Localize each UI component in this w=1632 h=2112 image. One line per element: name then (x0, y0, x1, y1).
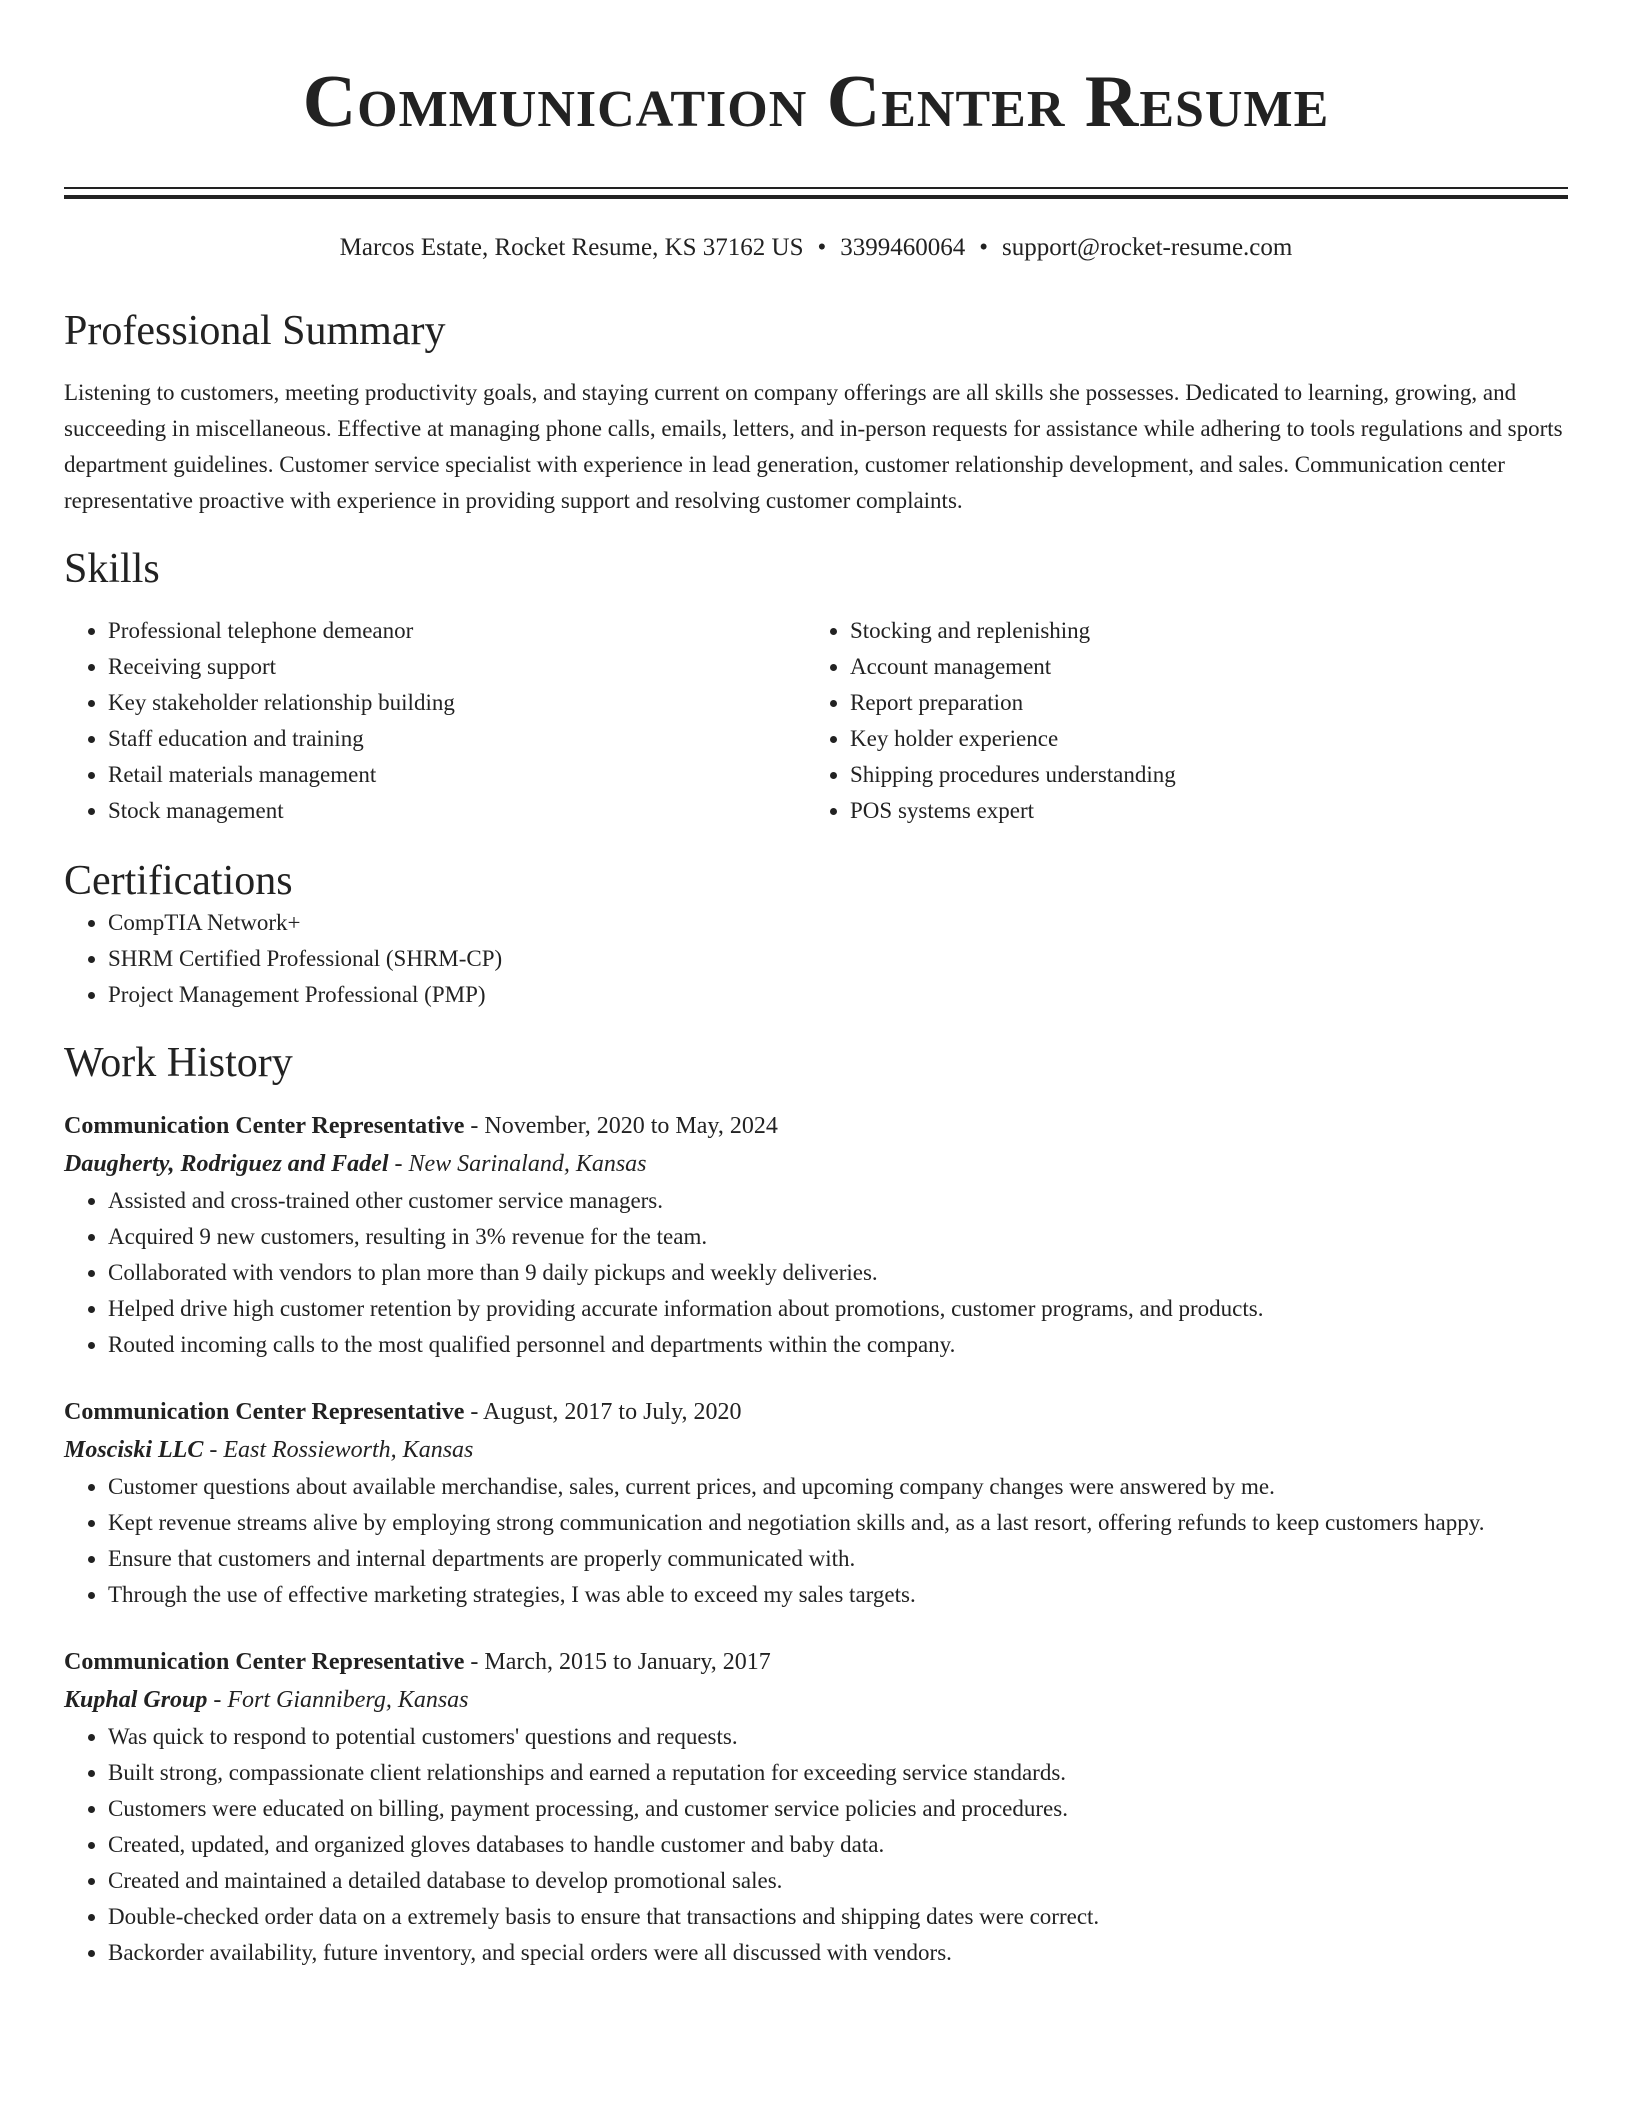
job-header (64, 1107, 1568, 1145)
skill-item: • POS systems expert (850, 793, 1548, 829)
contact-phone: 3399460064 (840, 234, 966, 261)
job-duty-item: • Ensure that customers and internal departments are properly communicated with. (108, 1541, 1568, 1577)
skill-item: • Professional telephone demeanor (108, 613, 806, 649)
job-duty-item: • Was quick to respond to potential customers' questions and requests. (108, 1719, 1568, 1755)
contact-separator: • (979, 234, 989, 261)
skills-columns (64, 613, 1568, 829)
job-duty-item: • Double-checked order data on a extremely basis to ensure that transactions and shipping dates were correct. (108, 1899, 1568, 1935)
job-entry (64, 1107, 1568, 1363)
job-duty-item: • Collaborated with vendors to plan more than 9 daily pickups and weekly deliveries. (108, 1255, 1568, 1291)
job-dates: - August, 2017 to July, 2020 (464, 1399, 742, 1425)
job-duty-item: • Through the use of effective marketing strategies, I was able to exceed my sales targets. (108, 1577, 1568, 1613)
job-location: - Fort Gianniberg, Kansas (207, 1687, 469, 1713)
job-entry (64, 1643, 1568, 1971)
contact-email: support@rocket-resume.com (1002, 234, 1293, 261)
job-duties-list (64, 1183, 1568, 1363)
skills-list-right (806, 613, 1548, 829)
job-duty-item: • Routed incoming calls to the most qualified personnel and departments within the company. (108, 1327, 1568, 1363)
job-duty-item: • Kept revenue streams alive by employing strong communication and negotiation skills and, as a last resort, offering refunds to keep customers happy. (108, 1505, 1568, 1541)
contact-address: Marcos Estate, Rocket Resume, KS 37162 US (339, 234, 804, 261)
job-duty-item: • Backorder availability, future inventory, and special orders were all discussed with vendors. (108, 1935, 1568, 1971)
skills-list-left (64, 613, 806, 829)
job-company: Daugherty, Rodriguez and Fadel (64, 1151, 389, 1177)
skill-item: • Staff education and training (108, 721, 806, 757)
summary-text: Listening to customers, meeting productivity goals, and staying current on company offerings are all skills she possesses. Dedicated to learning, growing, and succeeding in miscellaneous. Effective at managing phone calls, emails, letters, and in-person requests for assistance while adhering to tools regulations and sports department guidelines. Customer service specialist with experience in lead generation, customer relationship development, and sales. Communication center representative proactive with experience in providing support and resolving customer complaints. (64, 380, 1563, 513)
skill-item: • Stock management (108, 793, 806, 829)
skill-item: • Shipping procedures understanding (850, 757, 1548, 793)
page-title: Communication Center Resume (302, 61, 1330, 143)
job-header (64, 1393, 1568, 1431)
job-duties-list (64, 1719, 1568, 1971)
certifications-heading: Certifications (64, 858, 293, 904)
job-header (64, 1643, 1568, 1681)
skills-heading: Skills (64, 546, 160, 592)
header-divider-thick (64, 195, 1568, 199)
job-duty-item: • Built strong, compassionate client relationships and earned a reputation for exceeding service standards. (108, 1755, 1568, 1791)
certification-item: • SHRM Certified Professional (SHRM-CP) (108, 941, 1568, 977)
contact-separator: • (817, 234, 827, 261)
skill-item: • Account management (850, 649, 1548, 685)
summary-heading: Professional Summary (64, 308, 446, 354)
skills-column-right (806, 613, 1548, 829)
job-company-line (64, 1145, 1568, 1183)
job-company-line (64, 1431, 1568, 1469)
skill-item: • Key stakeholder relationship building (108, 685, 806, 721)
header-divider-thin (64, 187, 1568, 189)
job-duty-item: • Acquired 9 new customers, resulting in 3% revenue for the team. (108, 1219, 1568, 1255)
job-dates: - March, 2015 to January, 2017 (464, 1649, 771, 1675)
job-duty-item: • Created and maintained a detailed database to develop promotional sales. (108, 1863, 1568, 1899)
skill-item: • Retail materials management (108, 757, 806, 793)
job-duty-item: • Customers were educated on billing, payment processing, and customer service policies and procedures. (108, 1791, 1568, 1827)
job-location: - New Sarinaland, Kansas (388, 1151, 647, 1177)
skill-item: • Stocking and replenishing (850, 613, 1548, 649)
skill-item: • Report preparation (850, 685, 1548, 721)
certifications-list (64, 905, 1568, 1013)
work-history-heading: Work History (64, 1040, 293, 1086)
certification-item: • Project Management Professional (PMP) (108, 977, 1568, 1013)
job-duty-item: • Assisted and cross-trained other customer service managers. (108, 1183, 1568, 1219)
job-company: Mosciski LLC (64, 1437, 204, 1463)
job-duty-item: • Customer questions about available merchandise, sales, current prices, and upcoming company changes were answered by me. (108, 1469, 1568, 1505)
job-company: Kuphal Group (64, 1687, 208, 1713)
job-location: - East Rossieworth, Kansas (203, 1437, 474, 1463)
job-dates: - November, 2020 to May, 2024 (464, 1113, 778, 1139)
skill-item: • Receiving support (108, 649, 806, 685)
skills-column-left (64, 613, 806, 829)
contact-line (64, 233, 1568, 263)
job-role: Communication Center Representative (64, 1113, 465, 1139)
job-company-line (64, 1681, 1568, 1719)
job-duty-item: • Helped drive high customer retention by providing accurate information about promotions, customer programs, and products. (108, 1291, 1568, 1327)
job-duties-list (64, 1469, 1568, 1613)
job-role: Communication Center Representative (64, 1649, 465, 1675)
job-duty-item: • Created, updated, and organized gloves databases to handle customer and baby data. (108, 1827, 1568, 1863)
job-role: Communication Center Representative (64, 1399, 465, 1425)
job-entry (64, 1393, 1568, 1613)
certification-item: • CompTIA Network+ (108, 905, 1568, 941)
skill-item: • Key holder experience (850, 721, 1548, 757)
